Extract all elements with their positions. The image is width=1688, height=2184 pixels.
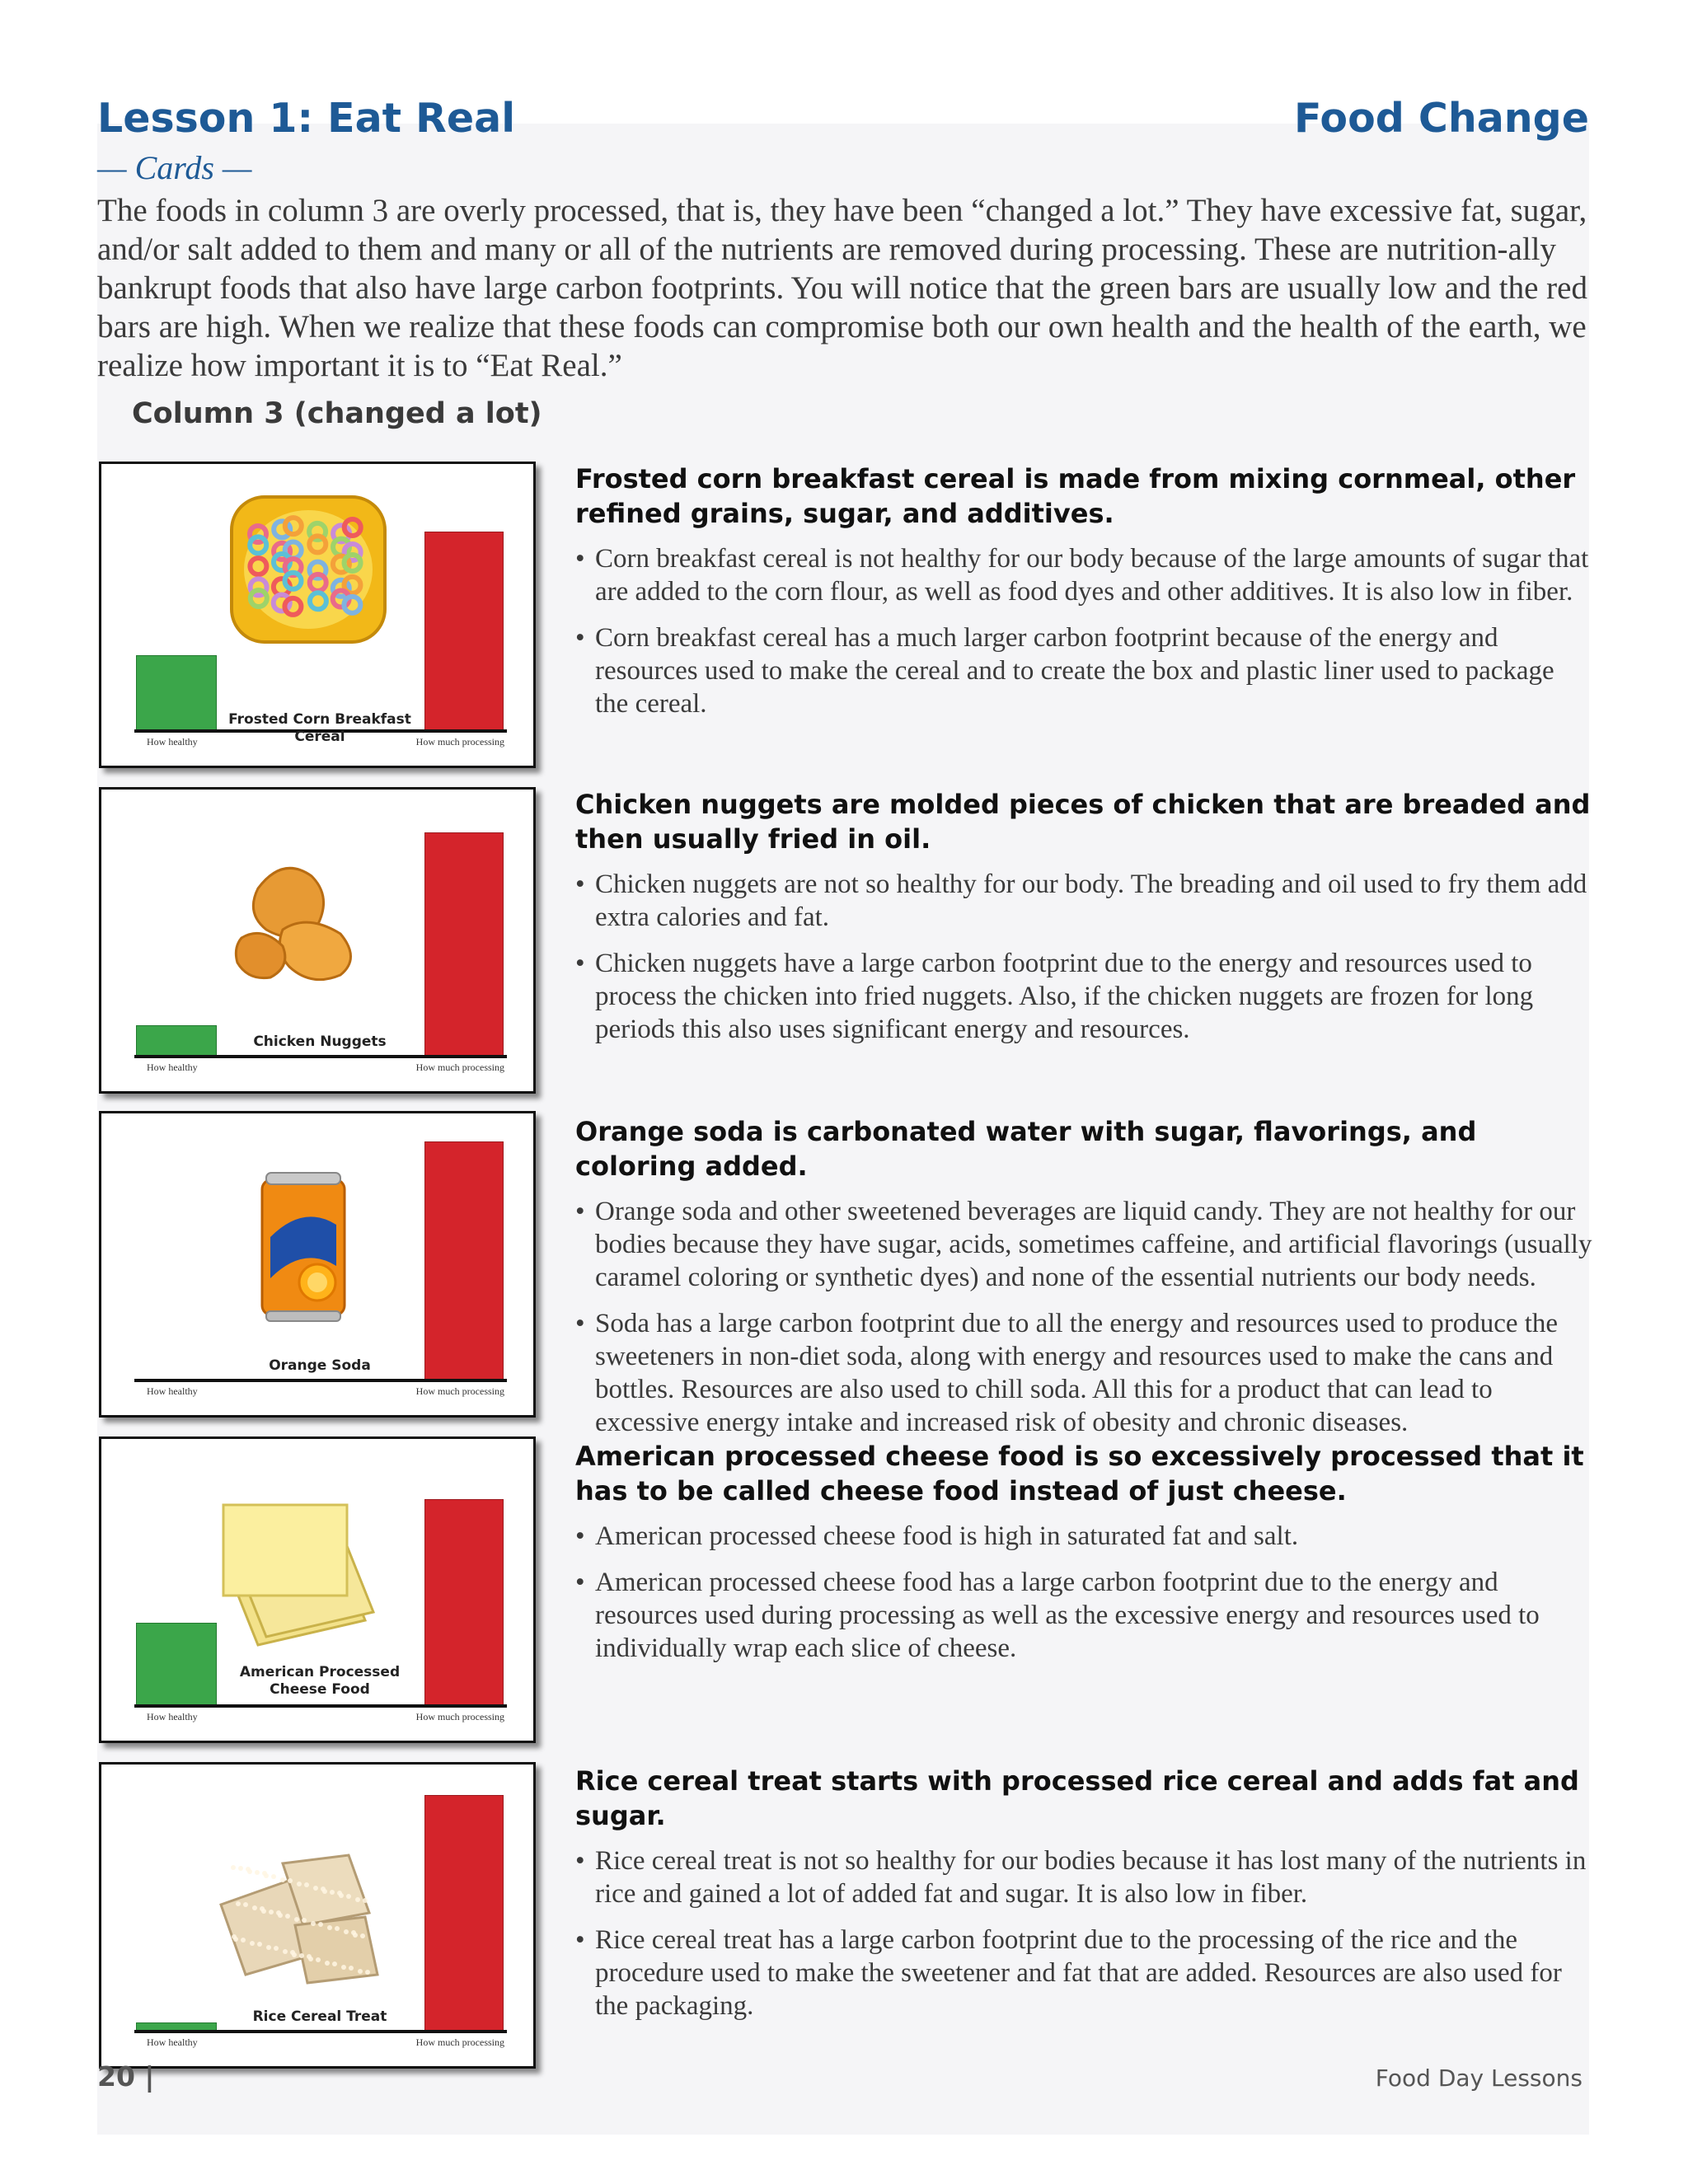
chart-baseline xyxy=(134,1055,507,1058)
food-card-image xyxy=(99,462,536,768)
healthy-bar xyxy=(136,1623,217,1706)
bullet-item: • Corn breakfast cereal is not healthy for our body because of the large amounts of sugar that are added to the corn flour, as well as food dyes and other additives. It is also low in fiber. xyxy=(575,542,1593,608)
food-name-label: American Processed Cheese Food xyxy=(239,1664,401,1698)
bullet-list xyxy=(575,1520,1593,1665)
food-name-label: Frosted Corn Breakfast Cereal xyxy=(228,711,411,745)
chart-baseline xyxy=(134,2030,507,2033)
lesson-title: Lesson 1: Eat Real xyxy=(97,94,515,142)
bullet-item: • American processed cheese food is high in saturated fat and salt. xyxy=(575,1520,1593,1553)
food-description xyxy=(575,1114,1593,1452)
healthy-bar xyxy=(136,655,217,731)
food-name-label: Rice Cereal Treat xyxy=(252,2008,387,2025)
bullet-item: • Corn breakfast cereal has a much larger carbon footprint because of the energy and resources used to make the cereal and to create the box and plastic liner used to package the cereal. xyxy=(575,621,1593,720)
bullet-list xyxy=(575,1844,1593,2022)
healthy-bar xyxy=(136,1025,217,1057)
bullet-item: • Chicken nuggets are not so healthy for our body. The breading and oil used to fry them add extra calories and fat. xyxy=(575,868,1593,934)
page-number: 20 | xyxy=(97,2060,155,2093)
food-description xyxy=(575,1764,1593,2036)
food-card-image xyxy=(99,1762,536,2069)
axis-label-healthy: How healthy xyxy=(147,1062,198,1073)
food-card-image xyxy=(99,787,536,1094)
processing-bar xyxy=(424,1795,504,2032)
intro-paragraph: The foods in column 3 are overly processed, that is, they have been “changed a lot.” They have excessive fat, sugar, and/or salt added to them and many or all of the nutrients are removed during processing. These are nutrition-ally bankrupt foods that also have large carbon footprints. You will notice that the green bars are usually low and the red bars are high. When we realize that these foods can compromise both our own health and the health of the earth, we realize how important it is to “Eat Real.” xyxy=(97,193,1587,383)
food-description-title: Chicken nuggets are molded pieces of chicken that are breaded and then usually fried in oil. xyxy=(575,789,1591,855)
food-description-title: Rice cereal treat starts with processed rice cereal and adds fat and sugar. xyxy=(575,1765,1579,1831)
cards-subheading: — Cards — xyxy=(97,149,252,186)
bullet-item: • Soda has a large carbon footprint due to all the energy and resources used to produce the sweeteners in non-diet soda, along with energy and resources used to make the cans and bottles. Resources are also used to chill soda. All this for a product that can lead to excessive energy intake and increased risk of obesity and chronic diseases. xyxy=(575,1307,1593,1439)
bullet-list xyxy=(575,868,1593,1046)
food-description-title: Orange soda is carbonated water with sugar, flavorings, and coloring added. xyxy=(575,1116,1477,1182)
food-description-title: Frosted corn breakfast cereal is made from mixing cornmeal, other refined grains, sugar, and additives. xyxy=(575,463,1576,529)
food-description xyxy=(575,462,1593,733)
axis-label-processing: How much processing xyxy=(415,1062,504,1073)
food-description-title: American processed cheese food is so excessively processed that it has to be called cheese food instead of just cheese. xyxy=(575,1441,1584,1507)
axis-label-processing: How much processing xyxy=(415,1385,504,1397)
axis-label-healthy: How healthy xyxy=(147,1385,198,1397)
axis-label-healthy: How healthy xyxy=(147,736,198,748)
food-description xyxy=(575,787,1593,1059)
bullet-item: • Rice cereal treat is not so healthy for our bodies because it has lost many of the nutrients in rice and gained a lot of added fat and sugar. It is also low in fiber. xyxy=(575,1844,1593,1910)
section-title: Food Change xyxy=(1293,94,1589,142)
bullet-list xyxy=(575,1195,1593,1439)
page-header xyxy=(97,89,1589,147)
food-name-label: Orange Soda xyxy=(269,1357,371,1374)
column-title: Column 3 (changed a lot) xyxy=(132,397,542,430)
bullet-item: • American processed cheese food has a large carbon footprint due to the energy and resources used during processing as well as the excessive energy and resources used to individually wrap each slice of cheese. xyxy=(575,1566,1593,1665)
axis-label-processing: How much processing xyxy=(415,1711,504,1722)
processing-bar xyxy=(424,832,504,1057)
bullet-list xyxy=(575,542,1593,720)
food-card-image xyxy=(99,1111,536,1418)
bullet-item: • Orange soda and other sweetened beverages are liquid candy. They are not healthy for our bodies because they have sugar, acids, sometimes caffeine, and artificial flavorings (usually caramel coloring or synthetic dyes) and none of the essential nutrients our body needs. xyxy=(575,1195,1593,1294)
publication-name: Food Day Lessons xyxy=(1375,2064,1582,2092)
processing-bar xyxy=(424,1499,504,1706)
bullet-item: • Rice cereal treat has a large carbon footprint due to the processing of the rice and the procedure used to make the sweetener and fat that are added. Resources are also used for the packaging. xyxy=(575,1924,1593,2022)
processing-bar xyxy=(424,532,504,731)
processing-bar xyxy=(424,1141,504,1380)
axis-label-processing: How much processing xyxy=(415,736,504,748)
food-card-image xyxy=(99,1436,536,1743)
food-name-label: Chicken Nuggets xyxy=(253,1033,387,1050)
chart-baseline xyxy=(134,1379,507,1382)
axis-label-processing: How much processing xyxy=(415,2036,504,2048)
axis-label-healthy: How healthy xyxy=(147,2036,198,2048)
bullet-item: • Chicken nuggets have a large carbon footprint due to the energy and resources used to process the chicken into fried nuggets. Also, if the chicken nuggets are frozen for long periods this also uses significant energy and resources. xyxy=(575,947,1593,1046)
chart-baseline xyxy=(134,1704,507,1708)
food-description xyxy=(575,1439,1593,1678)
axis-label-healthy: How healthy xyxy=(147,1711,198,1722)
